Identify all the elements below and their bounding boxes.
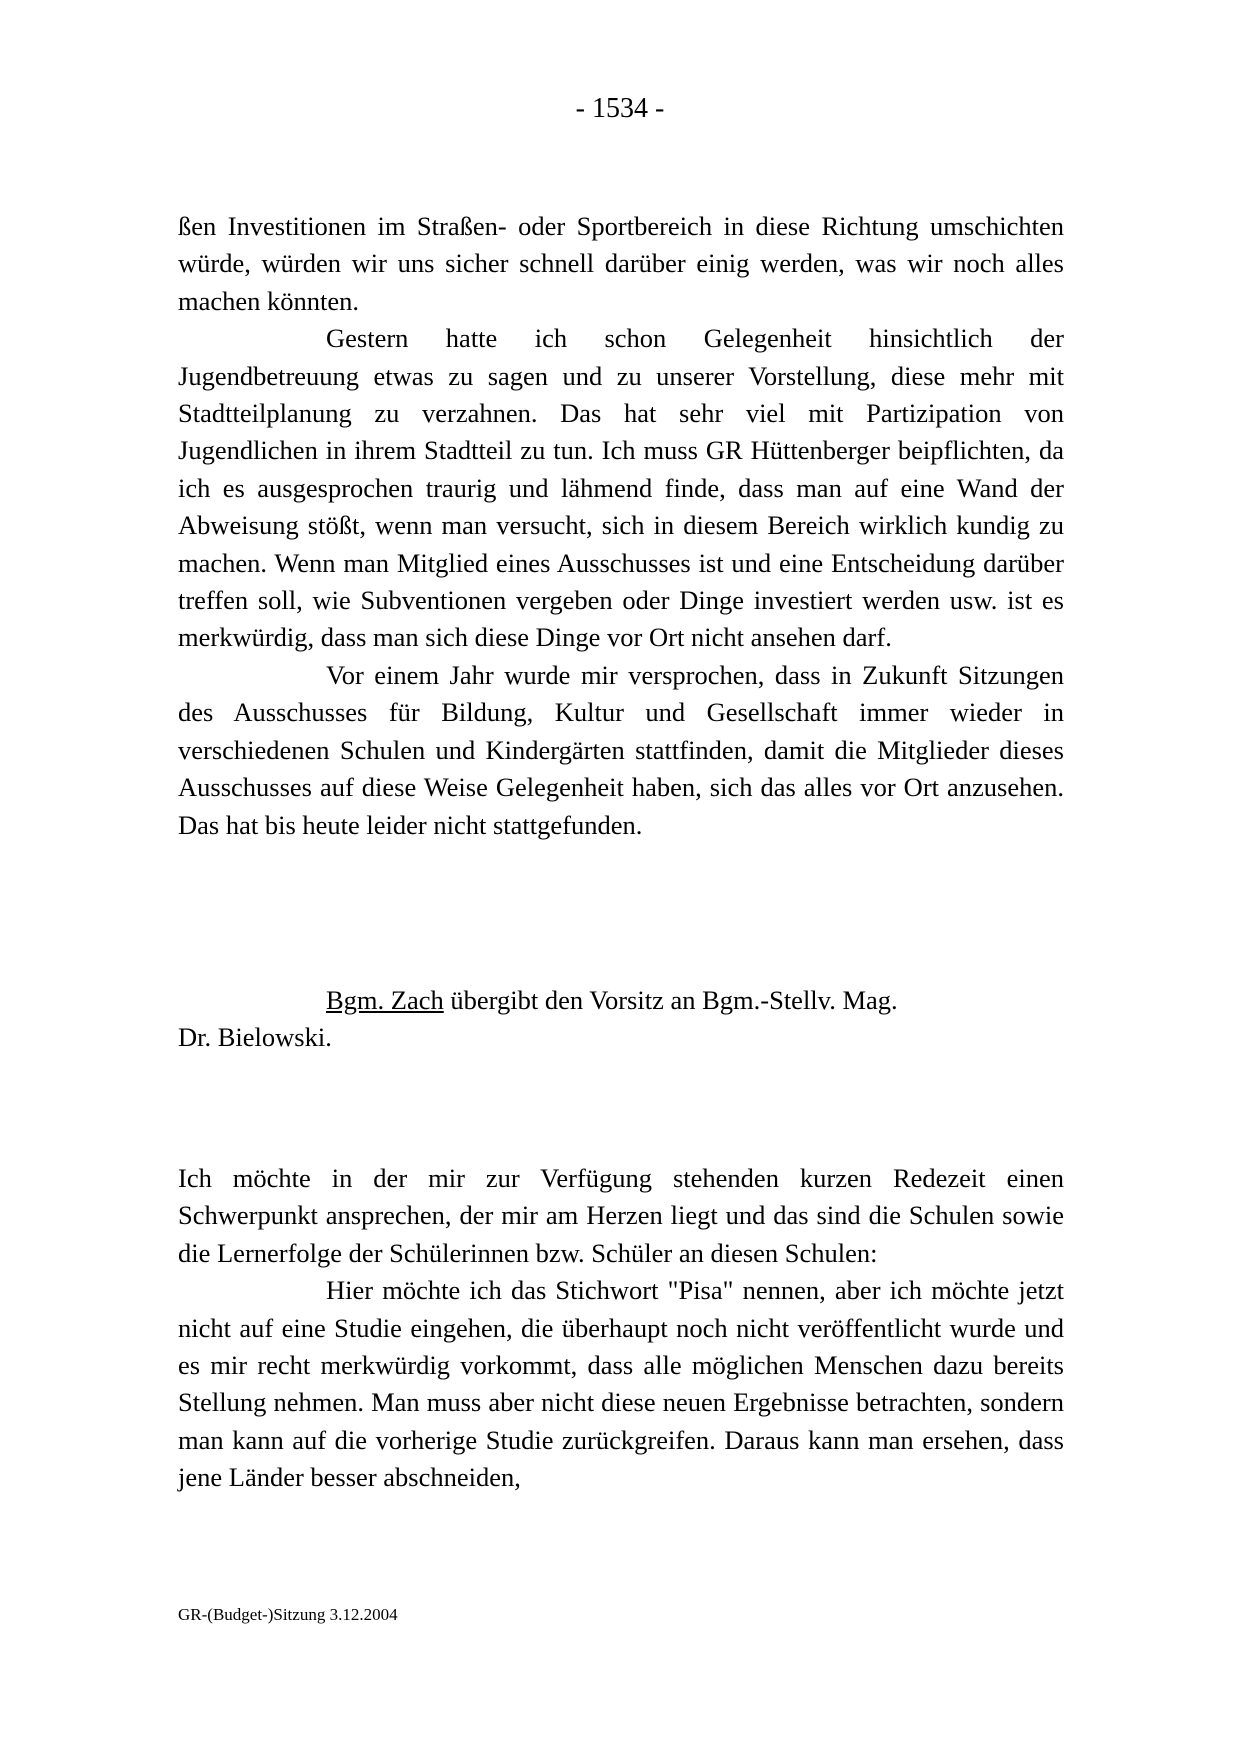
paragraph: ßen Investitionen im Straßen- oder Sportbereich in diese Richtung umschichten würde, würden wir uns sicher schnell darüber einig werden, was wir noch alles machen könnten. — [178, 211, 1064, 316]
chair-change-line — [178, 982, 1064, 1019]
page-number: - 1534 - — [575, 93, 665, 124]
page-footer: GR-(Budget-)Sitzung 3.12.2004 — [178, 1605, 398, 1624]
paragraph: Vor einem Jahr wurde mir versprochen, dass in Zukunft Sitzungen des Ausschusses für Bildung, Kultur und Gesellschaft immer wieder in verschiedenen Schulen und Kindergärten stattfinden, damit die Mitglieder dieses Ausschusses auf diese Weise Gelegenheit haben, sich das alles vor Ort anzusehen. Das hat bis heute leider nicht stattgefunden. — [178, 659, 1064, 840]
speech-section-1 — [178, 208, 1064, 844]
chair-change-line-2: Dr. Bielowski. — [178, 1022, 332, 1053]
paragraph: Ich möchte in der mir zur Verfügung stehenden kurzen Redezeit einen Schwerpunkt ansprechen, der mir am Herzen liegt und das sind die Schulen sowie die Lernerfolge der Schülerinnen bzw. Schüler an diesen Schulen: — [178, 1163, 1064, 1268]
chair-change-text: übergibt den Vorsitz an Bgm.-Stellv. Mag. — [443, 985, 898, 1015]
paragraph: Hier möchte ich das Stichwort "Pisa" nennen, aber ich möchte jetzt nicht auf eine Studie eingehen, die überhaupt noch nicht veröffentlicht wurde und es mir recht merkwürdig vorkommt, dass alle möglichen Menschen dazu bereits Stellung nehmen. Man muss aber nicht diese neuen Ergebnisse betrachten, sondern man kann auf die vorherige Studie zurückgreifen. Daraus kann man ersehen, dass jene Länder besser abschneiden, — [178, 1275, 1064, 1493]
speaker-name: Bgm. Zach — [326, 985, 444, 1015]
chair-change-note — [178, 982, 1064, 1057]
paragraph: Gestern hatte ich schon Gelegenheit hinsichtlich der Jugendbetreuung etwas zu sagen und zu unserer Vorstellung, diese mehr mit Stadtteilplanung zu verzahnen. Das hat sehr viel mit Partizipation von Jugendlichen in ihrem Stadtteil zu tun. Ich muss GR Hüttenberger beipflichten, da ich es ausgesprochen traurig und lähmend finde, dass man auf eine Wand der Abweisung stößt, wenn man versucht, sich in diesem Bereich wirklich kundig zu machen. Wenn man Mitglied eines Ausschusses ist und eine Entscheidung darüber treffen soll, wie Subventionen vergeben oder Dinge investiert werden usw. ist es merkwürdig, dass man sich diese Dinge vor Ort nicht ansehen darf. — [178, 323, 1064, 653]
speech-section-2 — [178, 1160, 1064, 1497]
